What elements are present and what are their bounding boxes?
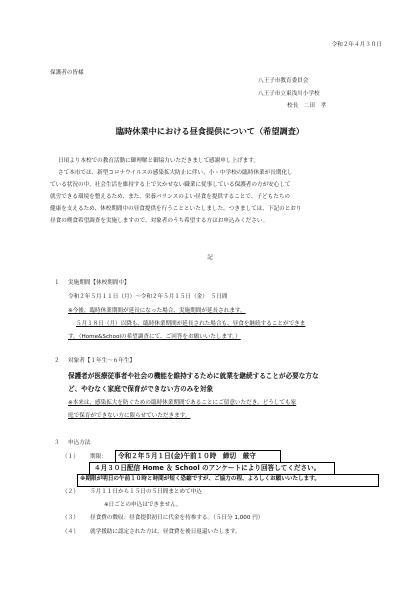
sender-organization: 八王子市教育委員会 xyxy=(258,78,309,84)
section2-heading: 対象者【１年生～６年生】 xyxy=(68,358,136,364)
period-note: ※今後、臨時休業期間が延長になった場合、実施期間が延長されます。 xyxy=(68,308,246,314)
item-number: （１） xyxy=(62,454,79,460)
period-note: ５月１８日（月）以降も、臨時休業期間が延長された場合も、昼食を継続することができま xyxy=(76,321,306,327)
section-number: ２ xyxy=(54,358,60,364)
addressee: 保護者の皆様 xyxy=(50,70,84,76)
ki-heading: 記 xyxy=(207,255,213,261)
implementation-period: 令和２年５月１１日（月）～令和２年５月１５日（金） ５日間 xyxy=(68,294,228,300)
deadline-apology-text: ※期限が明日の午前１０時と時間が短く恐縮ですが、ご協力の程、よろしくお願いいたします。 xyxy=(80,476,320,482)
eligibility-note: ※本来は、感染拡大を防ぐための臨時休業期間であることにご留意いただき、どうしても家 xyxy=(68,400,297,406)
document-title: 臨時休業中における昼食提供について（希望調査） xyxy=(115,126,305,136)
eligibility-note: 庭で保育ができない方に限らせていただきます。 xyxy=(68,413,191,419)
deadline-text: 令和２年５月１日(金)午前１０時 締切 厳守 xyxy=(118,452,256,460)
section-number: ３ xyxy=(54,440,60,446)
intro-line: 健康を支えるため、休校期間中の昼食提供を行うことといたしました。つきましては、下記のとおり xyxy=(50,206,302,212)
item-number: （３） xyxy=(62,515,79,521)
sender-principal: 校長 二田 孝 xyxy=(287,103,327,109)
section3-heading: 申込方法 xyxy=(68,440,91,446)
sender-school: 八王子市立東浅川小学校 xyxy=(258,91,320,97)
application-scope-text: ５月１１日から１５日の５日間まとめて申込 xyxy=(90,489,202,495)
intro-line: 就労できる環境を整えるため、また、栄養バランスのよい昼食を提供することで、子どもたちの xyxy=(50,194,291,200)
document-date: 令和２年４月３０日 xyxy=(331,42,382,48)
period-note: す。（Home&Schoolの希望調査にて、ご回答をお願いいたします。） xyxy=(68,334,241,340)
application-scope-note: ※日ごとの申込はできません。 xyxy=(104,502,182,508)
meal-fee-text: 昼食費の徴収：昼食提供初日に代金を持参する。（５日分 1,000 円） xyxy=(90,515,264,521)
school-aid-text: 就学援助に認定された方は、昼食費を後日返還いたします。 xyxy=(90,529,241,535)
deadline-label: 期限： xyxy=(90,454,107,460)
intro-line: 日頃より本校での教育活動に御理解と御協力いただきまして感謝申し上げます。 xyxy=(58,158,259,164)
response-method-text: ４月３０日配信 Home ＆ School のアンケートにより回答してください。 xyxy=(94,464,321,472)
section-number: １ xyxy=(54,280,60,286)
item-number: （２） xyxy=(62,489,79,495)
intro-line: さて本市では、新型コロナウイルスの感染拡大防止に伴い、小・中学校の臨時休業が長期化し xyxy=(58,170,293,176)
intro-line: 昼食の喫食希望調査を実施しますので、対象者のうち希望する方はお申込みください。 xyxy=(50,218,269,224)
eligibility-text: 保護者が医療従事者や社会の機能を維持するために就業を継続することが必要な方な xyxy=(68,372,319,380)
item-number: （４） xyxy=(62,529,79,535)
eligibility-text: ど、やむなく家庭で保育ができない方のみを対象 xyxy=(68,385,214,393)
intro-line: ている状況の中、社会生活を維持する上で欠かせない職業に従事している保護者の方が安心して xyxy=(50,182,291,188)
section1-heading: 実施期間【休校期間中】 xyxy=(68,280,130,286)
